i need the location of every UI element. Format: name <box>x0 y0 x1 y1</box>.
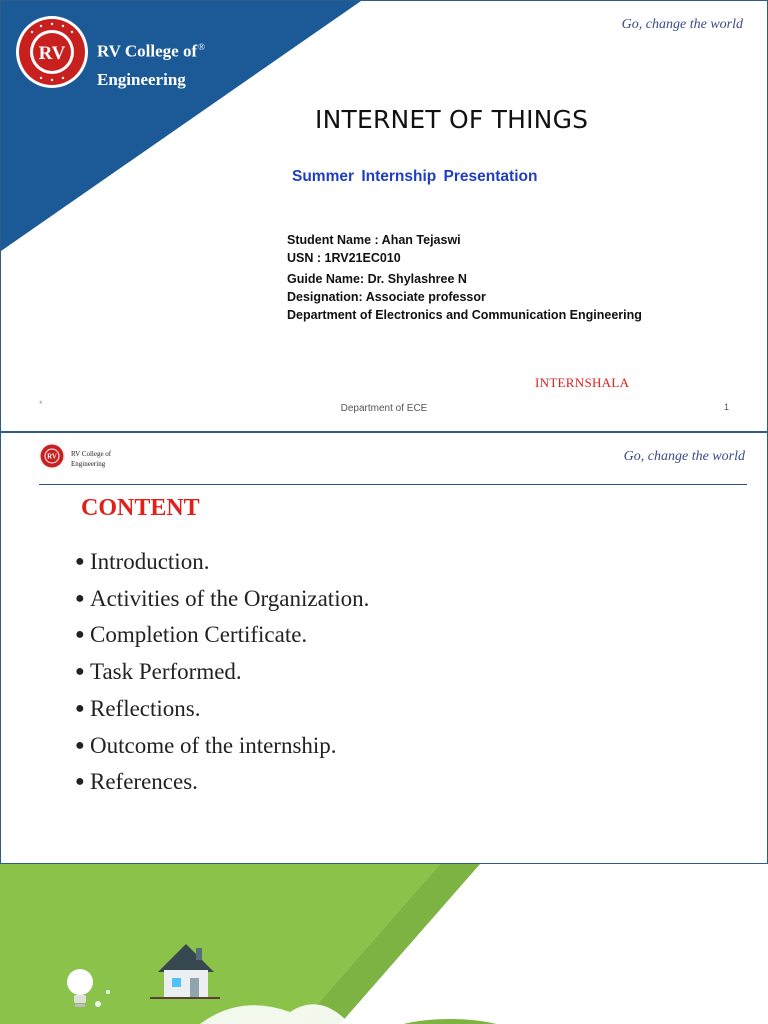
bullet-icon: ● <box>75 626 85 644</box>
guide-name: Guide Name: Dr. Shylashree N <box>287 272 467 286</box>
college-name-small-line1: RV College of <box>71 450 112 458</box>
svg-text:RV: RV <box>38 43 66 64</box>
college-name-line1: RV College of <box>97 41 198 61</box>
content-slide <box>0 432 768 864</box>
list-item-label: References. <box>90 769 198 795</box>
list-item <box>75 765 369 802</box>
presentation-subtitle: Summer Internship Presentation <box>292 168 538 185</box>
company-name: INTERNSHALA <box>535 375 630 390</box>
content-list <box>75 545 369 802</box>
list-item <box>75 618 369 655</box>
list-item-label: Completion Certificate. <box>90 622 308 648</box>
bullet-icon: ● <box>75 589 85 607</box>
list-item <box>75 582 369 619</box>
title-slide <box>0 0 768 432</box>
list-item <box>75 692 369 729</box>
content-heading: CONTENT <box>81 495 200 521</box>
presentation-title: INTERNET OF THINGS <box>315 105 589 134</box>
student-details <box>287 231 642 324</box>
college-name-line2: Engineering <box>97 69 186 89</box>
slide-number: 1 <box>723 402 729 412</box>
list-item-label: Reflections. <box>90 695 201 721</box>
tagline: Go, change the world <box>623 449 745 464</box>
student-usn: USN : 1RV21EC010 <box>287 251 401 265</box>
list-item-label: Task Performed. <box>90 659 242 685</box>
iot-illustration-slide <box>0 864 768 1024</box>
bullet-icon: ● <box>75 553 85 570</box>
list-item <box>75 545 369 582</box>
bullet-icon: ● <box>75 773 85 791</box>
rv-logo-small-icon <box>39 443 65 469</box>
tagline: Go, change the world <box>621 17 743 32</box>
rv-logo-icon <box>15 15 89 89</box>
footer-mark: * <box>39 399 43 409</box>
department-name: Department of Electronics and Communication Engineering <box>287 308 642 322</box>
slide-footer: Department of ECE <box>340 403 428 414</box>
college-name <box>97 33 205 94</box>
college-name-small-line2: Engineering <box>71 460 106 468</box>
guide-designation: Designation: Associate professor <box>287 290 486 304</box>
registered-mark: ® <box>198 42 205 52</box>
bullet-icon: ● <box>75 663 85 681</box>
list-item-label: Activities of the Organization. <box>90 585 370 611</box>
college-name-small <box>71 449 111 469</box>
iot-illustration <box>0 864 768 1024</box>
list-item-label: Outcome of the internship. <box>90 732 337 758</box>
student-name: Student Name : Ahan Tejaswi <box>287 233 461 247</box>
bullet-icon: ● <box>75 699 85 717</box>
list-item <box>75 729 369 766</box>
header-divider <box>39 484 747 485</box>
list-item <box>75 655 369 692</box>
svg-text:RV: RV <box>47 452 57 461</box>
list-item-label: Introduction. <box>90 549 210 574</box>
bullet-icon: ● <box>75 736 85 754</box>
